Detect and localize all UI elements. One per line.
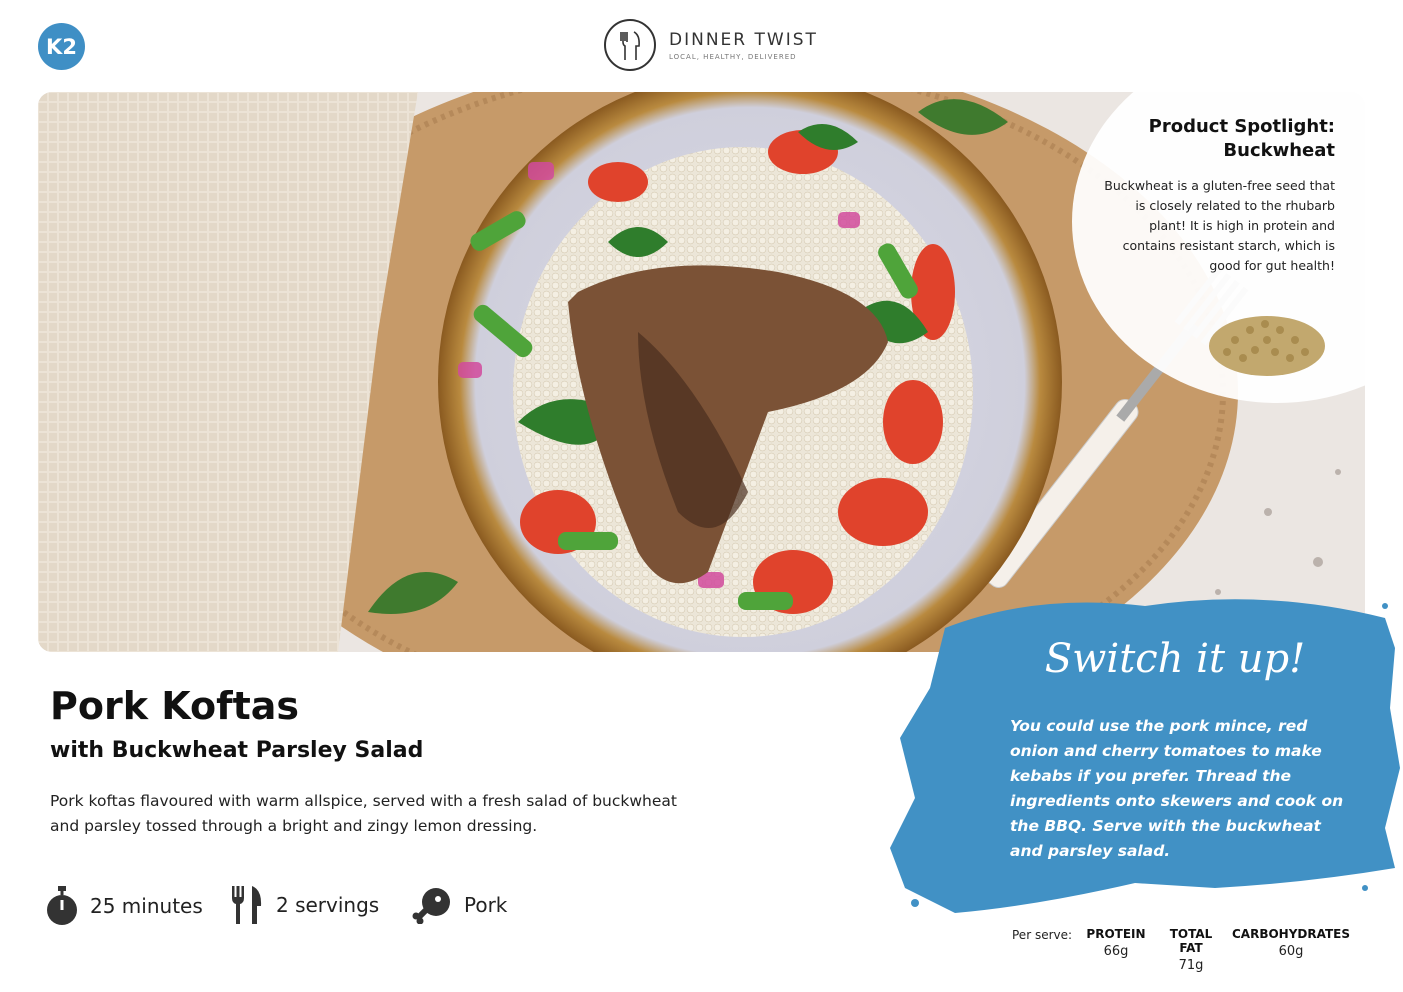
- spotlight-body: Buckwheat is a gluten-free seed that is closely related to the rhubarb plant! It is high in protein and contains resistant starch, which is good for gut health!: [1104, 178, 1335, 273]
- time-label: 25 minutes: [90, 894, 203, 918]
- recipe-title: Pork Koftas: [50, 684, 300, 728]
- recipe-subtitle: with Buckwheat Parsley Salad: [50, 738, 424, 763]
- buckwheat-seed-image: [1205, 300, 1330, 378]
- protein-label: Pork: [464, 893, 508, 917]
- drumstick-icon: [412, 886, 452, 924]
- servings-label: 2 servings: [276, 893, 380, 917]
- meta-servings: [230, 886, 379, 924]
- stopwatch-icon: [46, 886, 78, 926]
- switch-title: Switch it up!: [1044, 636, 1306, 682]
- per-serve-label: Per serve:: [1012, 928, 1073, 942]
- recipe-description: Pork koftas flavoured with warm allspice, served with a fresh salad of buckwheat and parsley tossed through a bright and zingy lemon dressing.: [50, 792, 677, 835]
- nutrition-fat: TOTAL FAT 71g: [1169, 927, 1213, 973]
- switch-body: You could use the pork mince, red onion and cherry tomatoes to make kebabs if you prefer. Thread the ingredients onto skewers and cook on the BBQ. Serve with the buckwheat and parsley salad.: [1010, 717, 1344, 860]
- cutlery-icon: [230, 886, 264, 924]
- brand-name: DINNER TWIST: [669, 29, 818, 50]
- spotlight-title: Product Spotlight: Buckwheat: [1148, 116, 1335, 161]
- cutlery-logo-icon: [603, 18, 657, 72]
- brand-tagline: LOCAL, HEALTHY, DELIVERED: [669, 52, 797, 61]
- nutrition-carbs: CARBOHYDRATES 60g: [1232, 927, 1350, 959]
- brand-logo: [603, 18, 818, 72]
- meta-time: [46, 886, 203, 926]
- nutrition-protein: PROTEIN 66g: [1086, 927, 1146, 959]
- meta-protein: [412, 886, 507, 924]
- recipe-code-badge: K2: [38, 23, 85, 70]
